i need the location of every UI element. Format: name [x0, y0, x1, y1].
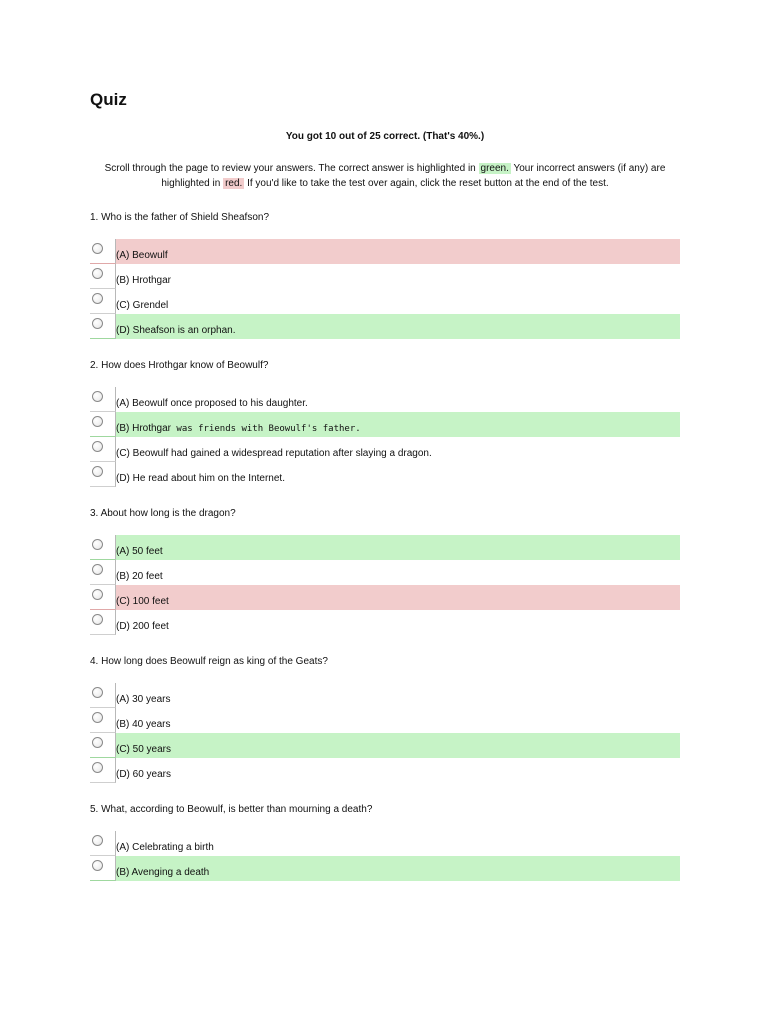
- radio-cell: [90, 289, 116, 314]
- radio-cell: [90, 758, 116, 783]
- score-summary: You got 10 out of 25 correct. (That's 40%.): [285, 131, 485, 142]
- question-text: 4. How long does Beowulf reign as king of the Geats?: [90, 656, 328, 667]
- radio-cell: [90, 585, 116, 610]
- answer-label-text: (B) Hrothgar: [116, 423, 172, 434]
- answer-label-text: (C) Grendel: [116, 300, 169, 311]
- answer-option: [90, 412, 680, 437]
- answer-label-text: (D) 60 years: [116, 769, 172, 780]
- answer-label-text: (D) Sheafson is an orphan.: [116, 325, 236, 336]
- answer-option: [90, 585, 680, 610]
- radio-button[interactable]: [92, 466, 103, 477]
- answer-label-text: (A) Beowulf once proposed to his daughter.: [116, 398, 308, 409]
- radio-button[interactable]: [92, 589, 103, 600]
- answer-label: [116, 423, 361, 435]
- answer-options: [90, 387, 680, 487]
- radio-button[interactable]: [92, 835, 103, 846]
- radio-button[interactable]: [92, 737, 103, 748]
- radio-button[interactable]: [92, 860, 103, 871]
- radio-button[interactable]: [92, 243, 103, 254]
- answer-label: [116, 694, 170, 706]
- answer-options: [90, 535, 680, 635]
- answer-option: [90, 683, 680, 708]
- radio-button[interactable]: [92, 539, 103, 550]
- instructions-text-1: Scroll through the page to review your answers. The correct answer is highlighted in: [104, 163, 479, 174]
- question-text: 1. Who is the father of Shield Sheafson?: [90, 212, 269, 223]
- answer-label: [116, 719, 170, 731]
- page-title: Quiz: [90, 90, 127, 109]
- answer-label-text: (C) 100 feet: [116, 596, 169, 607]
- answer-option: [90, 437, 680, 462]
- radio-button[interactable]: [92, 762, 103, 773]
- radio-cell: [90, 239, 116, 264]
- radio-cell: [90, 437, 116, 462]
- radio-cell: [90, 412, 116, 437]
- answer-options: [90, 831, 680, 881]
- answer-option: [90, 264, 680, 289]
- answer-label-text: (A) 50 feet: [116, 546, 163, 557]
- radio-button[interactable]: [92, 293, 103, 304]
- quiz-page: [90, 88, 680, 881]
- answer-option: [90, 610, 680, 635]
- question-text: 5. What, according to Beowulf, is better than mourning a death?: [90, 804, 373, 815]
- answer-label: [116, 867, 209, 879]
- radio-cell: [90, 560, 116, 585]
- answer-option: [90, 289, 680, 314]
- radio-button[interactable]: [92, 268, 103, 279]
- radio-cell: [90, 314, 116, 339]
- question-block: [90, 359, 680, 487]
- answer-label: [116, 571, 163, 583]
- answer-label-text: (A) Beowulf: [116, 250, 168, 261]
- answer-label: [116, 621, 169, 633]
- answer-label: [116, 398, 308, 410]
- answer-option: [90, 314, 680, 339]
- answer-label: [116, 300, 168, 312]
- answer-label-text: (C) Beowulf had gained a widespread reputation after slaying a dragon.: [116, 448, 432, 459]
- radio-button[interactable]: [92, 318, 103, 329]
- question-block: [90, 507, 680, 635]
- answer-label: [116, 325, 236, 337]
- radio-cell: [90, 462, 116, 487]
- answer-option: [90, 560, 680, 585]
- question-list: [90, 211, 680, 881]
- answer-label-tail: was friends with Beowulf's father.: [171, 424, 361, 434]
- answer-option: [90, 462, 680, 487]
- answer-label-text: (D) He read about him on the Internet.: [116, 473, 285, 484]
- answer-label: [116, 769, 171, 781]
- answer-label: [116, 596, 169, 608]
- answer-label: [116, 546, 163, 558]
- radio-button[interactable]: [92, 441, 103, 452]
- answer-option: [90, 535, 680, 560]
- answer-label-text: (A) Celebrating a birth: [116, 842, 214, 853]
- radio-button[interactable]: [92, 564, 103, 575]
- radio-button[interactable]: [92, 712, 103, 723]
- question-text: 2. How does Hrothgar know of Beowulf?: [90, 360, 269, 371]
- answer-option: [90, 856, 680, 881]
- radio-cell: [90, 683, 116, 708]
- question-block: [90, 655, 680, 783]
- radio-cell: [90, 831, 116, 856]
- radio-button[interactable]: [92, 614, 103, 625]
- radio-cell: [90, 856, 116, 881]
- answer-label: [116, 448, 432, 460]
- green-highlight-word: green.: [480, 163, 509, 174]
- answer-option: [90, 239, 680, 264]
- radio-cell: [90, 708, 116, 733]
- answer-label-text: (B) Hrothgar: [116, 275, 172, 286]
- radio-button[interactable]: [92, 391, 103, 402]
- answer-option: [90, 708, 680, 733]
- answer-label-text: (A) 30 years: [116, 694, 171, 705]
- answer-label-text: (C) 50 years: [116, 744, 172, 755]
- answer-option: [90, 387, 680, 412]
- radio-button[interactable]: [92, 416, 103, 427]
- red-highlight-word: red.: [225, 178, 243, 189]
- answer-label-text: (B) 20 feet: [116, 571, 163, 582]
- answer-label: [116, 275, 171, 287]
- question-block: [90, 211, 680, 339]
- answer-option: [90, 733, 680, 758]
- answer-label: [116, 473, 285, 485]
- answer-label-text: (D) 200 feet: [116, 621, 169, 632]
- radio-cell: [90, 535, 116, 560]
- instructions-text-2: Your incorrect answers (if any) are highlighted in: [161, 163, 666, 189]
- question-block: [90, 803, 680, 881]
- answer-options: [90, 683, 680, 783]
- radio-cell: [90, 610, 116, 635]
- answer-label: [116, 842, 214, 854]
- answer-option: [90, 831, 680, 856]
- instructions-text-3: If you'd like to take the test over again, click the reset button at the end of the test.: [244, 178, 609, 189]
- answer-options: [90, 239, 680, 339]
- question-text: 3. About how long is the dragon?: [90, 508, 236, 519]
- radio-button[interactable]: [92, 687, 103, 698]
- answer-label: [116, 250, 168, 262]
- answer-label: [116, 744, 171, 756]
- radio-cell: [90, 264, 116, 289]
- answer-label-text: (B) Avenging a death: [116, 867, 210, 878]
- answer-option: [90, 758, 680, 783]
- radio-cell: [90, 387, 116, 412]
- radio-cell: [90, 733, 116, 758]
- review-instructions: [90, 161, 680, 191]
- answer-label-text: (B) 40 years: [116, 719, 171, 730]
